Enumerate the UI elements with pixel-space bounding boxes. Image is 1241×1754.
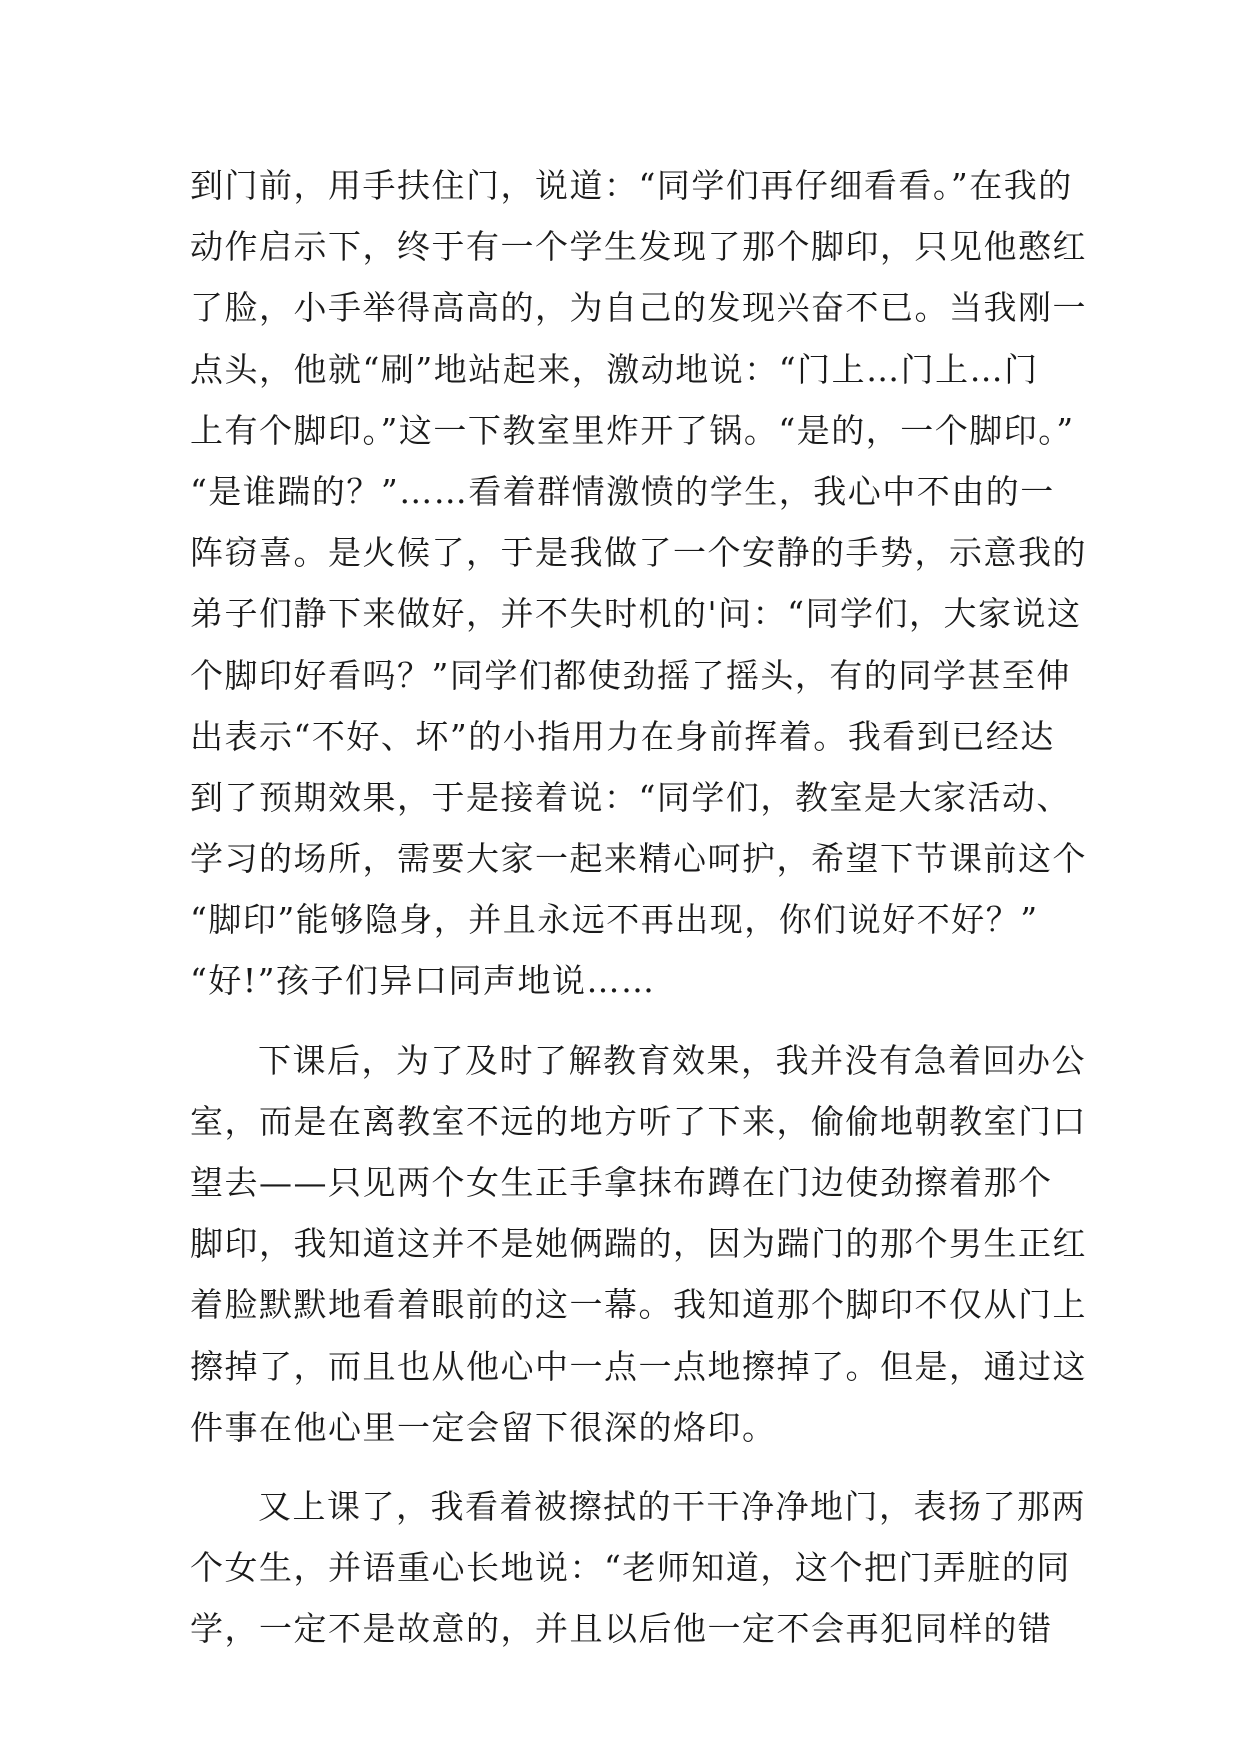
- text-line: “好!”孩子们异口同声地说……: [190, 961, 656, 1001]
- paragraph-first-line: 又上课了，我看着被擦拭的干干净净地门，表扬了那两: [258, 1486, 1086, 1526]
- text-line: 擦掉了，而且也从他心中一点一点地擦掉了。但是，通过这: [190, 1346, 1087, 1386]
- text-line: “是谁踹的？”……看着群情激愤的学生，我心中不由的一: [190, 471, 1055, 511]
- text-line: 脚印，我知道这并不是她俩踹的，因为踹门的那个男生正红: [190, 1224, 1087, 1264]
- text-line: 动作启示下，终于有一个学生发现了那个脚印，只见他憨红: [190, 227, 1087, 267]
- text-line: 上有个脚印。”这一下教室里炸开了锅。“是的，一个脚印。”: [190, 410, 1075, 450]
- document-body: [190, 155, 1090, 1660]
- text-line: 室，而是在离教室不远的地方听了下来，偷偷地朝教室门口: [190, 1101, 1087, 1141]
- text-line: 学，一定不是故意的，并且以后他一定不会再犯同样的错: [190, 1609, 1053, 1649]
- text-line: 学习的场所，需要大家一起来精心呵护，希望下节课前这个: [190, 839, 1087, 879]
- text-line: 个女生，并语重心长地说：“老师知道，这个把门弄脏的同: [190, 1548, 1071, 1588]
- text-line: 件事在他心里一定会留下很深的烙印。: [190, 1407, 777, 1447]
- text-line: 到门前，用手扶住门，说道：“同学们再仔细看看。”在我的: [190, 166, 1073, 205]
- text-line: 点头，他就“刷”地站起来，激动地说：“门上…门上…门: [190, 349, 1039, 389]
- text-line: 弟子们静下来做好，并不失时机的'问：“同学们，大家说这: [190, 594, 1082, 634]
- text-line: 出表示“不好、坏”的小指用力在身前挥着。我看到已经达: [190, 716, 1055, 756]
- text-line: 到了预期效果，于是接着说：“同学们，教室是大家活动、: [190, 777, 1071, 817]
- text-line: 个脚印好看吗？”同学们都使劲摇了摇头，有的同学甚至伸: [190, 655, 1071, 695]
- text-line: 阵窃喜。是火候了，于是我做了一个安静的手势，示意我的: [190, 533, 1087, 573]
- text-line: 着脸默默地看着眼前的这一幕。我知道那个脚印不仅从门上: [190, 1285, 1087, 1325]
- text-line: 望去——只见两个女生正手拿抹布蹲在门边使劲擦着那个: [190, 1163, 1053, 1202]
- text-line: “脚印”能够隐身，并且永远不再出现，你们说好不好？”: [190, 900, 1039, 940]
- paragraph-first-line: 下课后，为了及时了解教育效果，我并没有急着回办公: [258, 1040, 1086, 1080]
- text-line: 了脸，小手举得高高的，为自己的发现兴奋不已。当我刚一: [190, 288, 1087, 328]
